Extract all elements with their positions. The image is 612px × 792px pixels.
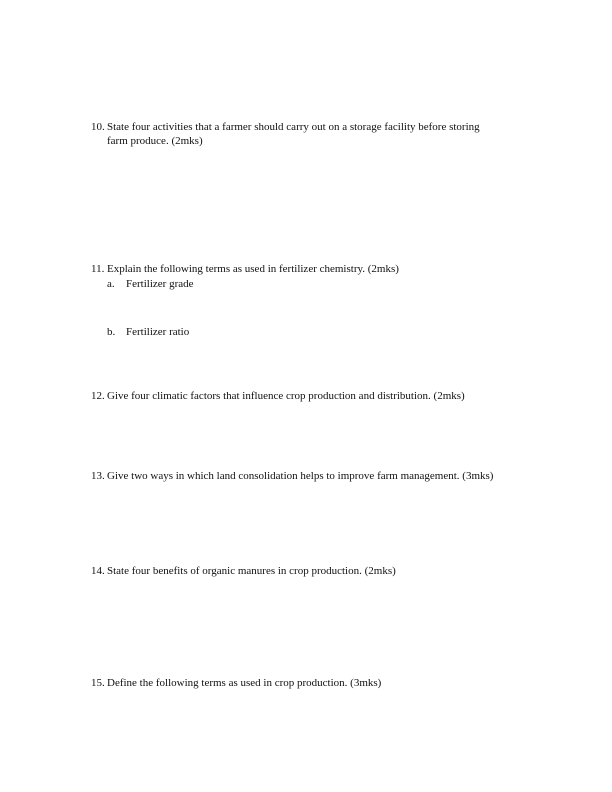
question-number: 14. xyxy=(91,565,105,577)
question-number: 12. xyxy=(91,390,105,402)
question-number: 10. xyxy=(91,121,105,133)
question-text: Explain the following terms as used in fertilizer chemistry. (2mks) xyxy=(107,263,399,275)
question-text: State four benefits of organic manures in crop production. (2mks) xyxy=(107,565,396,577)
question-number: 11. xyxy=(91,263,105,275)
question-text: Give two ways in which land consolidation helps to improve farm management. (3mks) xyxy=(107,470,494,482)
question-text: farm produce. (2mks) xyxy=(107,135,203,147)
question-number: 15. xyxy=(91,677,105,689)
subitem-label: a. xyxy=(107,278,115,290)
question-text: State four activities that a farmer should carry out on a storage facility before storing xyxy=(107,121,480,133)
question-number: 13. xyxy=(91,470,105,482)
subitem-label: b. xyxy=(107,326,116,338)
question-text: Define the following terms as used in crop production. (3mks) xyxy=(107,677,382,689)
subitem-text: Fertilizer grade xyxy=(126,278,194,290)
question-text: Give four climatic factors that influence crop production and distribution. (2mks) xyxy=(107,390,465,402)
subitem-text: Fertilizer ratio xyxy=(126,326,190,338)
